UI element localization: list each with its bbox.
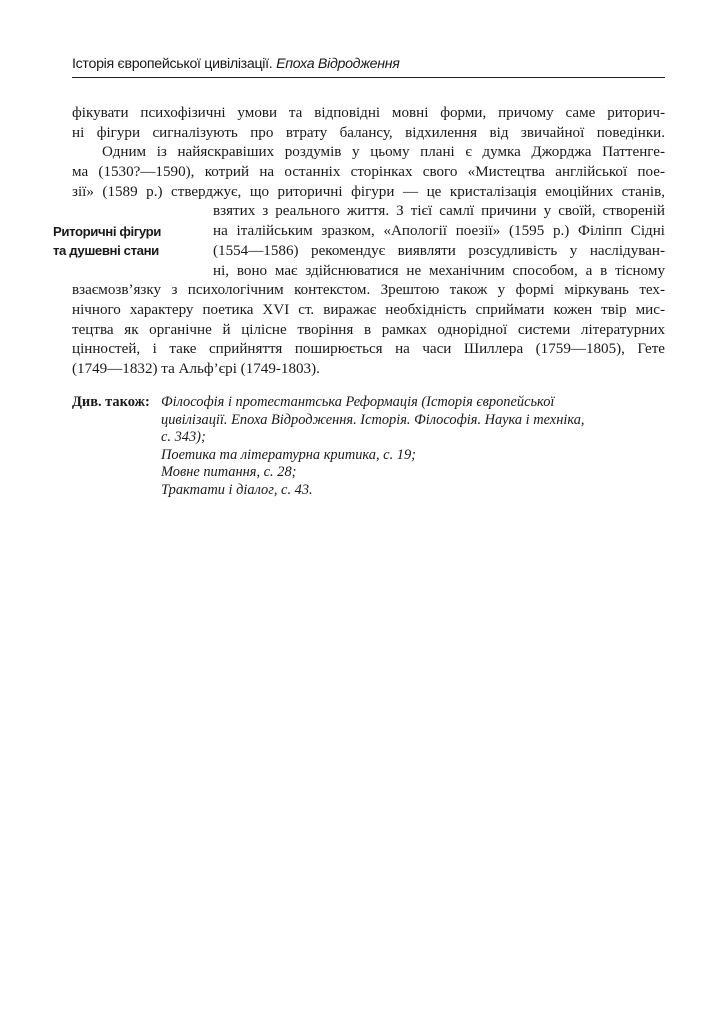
body-line: (1554—1586) рекомендує виявляти розсудливість у наслідуван- [213, 242, 665, 259]
body-line: нічного характеру поетика XVI ст. виражає необхідність сприймати кожен твір мис- [72, 301, 665, 318]
see-also-item: Філософія і протестантська Реформація (Історія європейської [161, 394, 555, 410]
running-head [72, 55, 665, 73]
see-also-item: Поетика та літературна критика, с. 19; [161, 446, 416, 463]
see-also-item: с. 343); [161, 429, 206, 446]
see-also-item: цивілізації. Епоха Відродження. Історія. Філософія. Наука і техніка, [161, 411, 585, 428]
see-also-label: Див. також: [72, 394, 150, 410]
running-head-subtitle: Епоха Відродження [276, 56, 400, 72]
body-line: на італійським зразком, «Апології поезії» (1595 р.) Філіпп Сідні [213, 223, 665, 240]
body-line: взятих з реального життя. З тієї самлї причини у своїй, створеній [213, 203, 665, 220]
body-line: ні фігури сигналізують про втрату балансу, відхилення від звичайної поведінки. [72, 124, 665, 141]
see-also-item: Трактати і діалог, с. 43. [161, 481, 313, 498]
body-line: зії» (1589 р.) стверджує, що риторичні фігури — це кристалізація емоційних станів, [72, 183, 665, 200]
body-line: фікувати психофізичні умови та відповідні мовні форми, причому саме риторич- [72, 105, 665, 121]
body-line: (1749—1832) та Альф’єрі (1749-1803). [72, 360, 320, 377]
header-rule [72, 77, 665, 78]
body-line: Одним із найяскравіших роздумів у цьому плані є думка Джорджа Паттенге- [102, 144, 665, 161]
margin-note-line: та душевні стани [53, 243, 159, 258]
see-also-list [161, 394, 585, 500]
body-line: тецтва як органічне й цілісне творіння в рамках однорідної системи літературних [72, 321, 665, 338]
body-line: ні, воно має здійснюватися не механічним способом, а в тісному [213, 262, 665, 279]
body-line: взаємозв’язку з психологічним контекстом. Зрештою також у формі міркувань тех- [72, 282, 665, 299]
body-line: ма (1530?—1590), котрий на останніх сторінках свого «Мистецтва англійської пое- [72, 164, 665, 181]
running-head-title: Історія європейської цивілізації. [72, 56, 273, 72]
body-paragraphs [72, 104, 665, 380]
margin-note-line: Риторичні фігури [53, 224, 161, 239]
body-line: цінностей, і таке сприйняття поширюється на часи Шиллера (1759—1805), Гете [72, 341, 665, 358]
see-also-item: Мовне питання, с. 28; [161, 464, 297, 481]
